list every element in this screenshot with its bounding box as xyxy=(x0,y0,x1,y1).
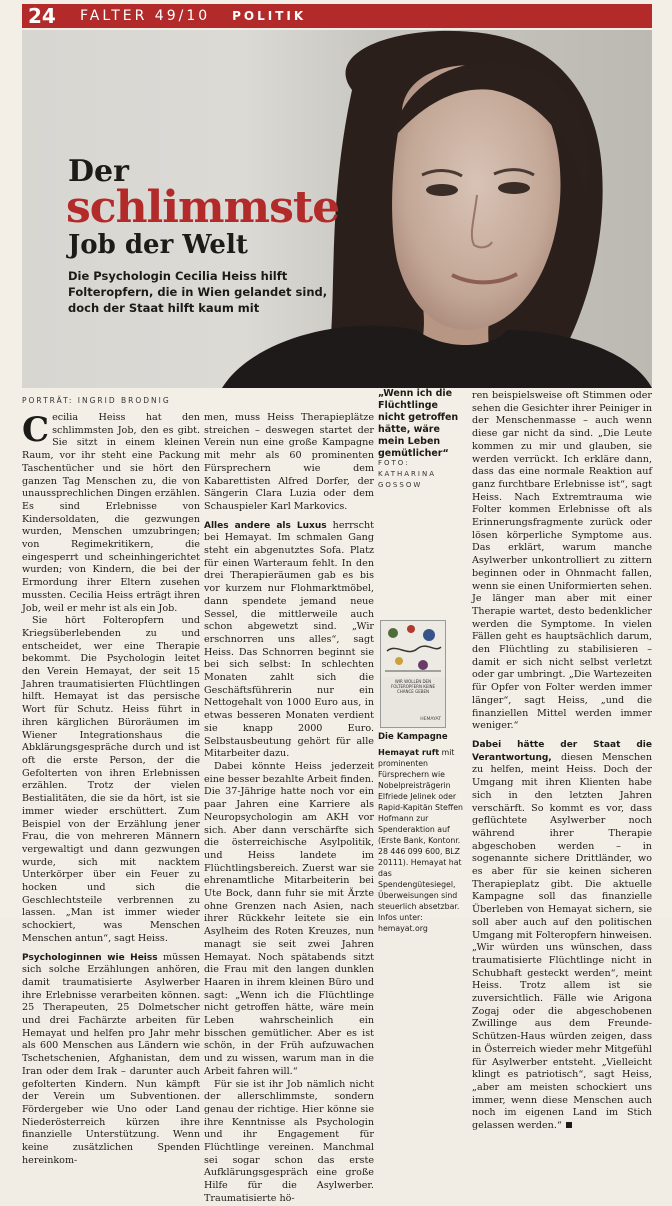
pull-quote: „Wenn ich die Flüchtlinge nicht getroffen hätte, wäre mein Leben gemütlicher“ xyxy=(378,388,459,459)
campaign-lead: Hemayat ruft xyxy=(378,747,440,757)
photo-credit: FOTO: KATHARINA GOSSOW xyxy=(378,459,436,489)
article-paragraph: ren beispielsweise oft Stimmen oder sehen die Gesichter ihrer Peiniger in der Menschenmasse – auch wenn diese gar nicht da sind. „Die Leute kommen zu mir und glauben, sie werden verrückt. Ich erkläre dann, dass das eine normale Reaktion auf ganz furchtbare Erlebnisse ist“, sagt Heiss. Nach Extremtrauma wie Folter kommen Erlebnisse oft als Erinnerungsfragmente zurück oder lösen körperliche Symptome aus. Das erklärt, warum manche Asylwerber unkontrolliert zu zittern beginnen oder in Ohnmacht fallen, wenn sie einen Uniformierten sehen. Je länger man aber mit einer Therapie wartet, desto bedenklicher werden die Symptome. In vielen Fällen geht es hauptsächlich darum, den Flüchtling zu stabilisieren – damit er sich nicht selbst verletzt oder gar umbringt. „Die Wartezeiten für Opfer von Folter werden immer länger“, sagt Heiss, „und die finanziellen Mittel werden immer weniger.“ xyxy=(472,390,652,732)
issue-label: FALTER 49/10 xyxy=(80,8,211,24)
subhead-lead: Psychologinnen wie Heiss xyxy=(22,952,158,963)
campaign-title: Die Kampagne xyxy=(378,732,448,742)
portrait-photo xyxy=(22,30,652,388)
headline-pre: Der xyxy=(68,154,129,189)
article-paragraph: Für sie ist ihr Job nämlich nicht der allerschlimmste, sondern genau der richtige. Hier könne sie ihre Kenntnisse als Psychologin und ihr Engagement für Flüchtlinge vereinen. Manchmal sei sogar schon das erste Aufklärungsgespräch eine große Hilfe für die Asylwerber. Traumatisierte hö- xyxy=(204,1078,374,1204)
page-number: 24 xyxy=(28,4,56,28)
article-paragraph: Sie hört Folteropfern und Kriegsüberlebenden zu und entscheidet, wer eine Therapie bekommt. Die Psychologin leitet den Verein Hemayat, der seit 15 Jahren traumatisierten Flüchtlingen hilft. Hemayat ist das persische Wort für Schutz. Heiss führt in ihren kärglichen Büroräumen im Wiener Integrationshaus die Abklärungsgespräche durch und ist oft die erste Person, der die Gefolterten von ihren Erlebnissen erzählen. Trotz der vielen Bestialitäten, die sie da hört, ist sie immer wieder erschüttert. Zum Beispiel von der Erzählung jener Frau, die von mehreren Männern vergewaltigt und dann gezwungen wurde, sich mit nacktem Unterkörper über ein Feuer zu hocken und sich die Geschlechtsteile verbrennen zu lassen. „Man ist immer wieder schockiert, was Menschen Menschen antun“, sagt Heiss. xyxy=(22,615,200,944)
campaign-box xyxy=(378,732,470,934)
paragraph-text: ecilia Heiss hat den schlimmsten Job, den es gibt. Sie sitzt in einem kleinen Raum, vor ihr steht eine Packung Taschentücher und sie hört den ganzen Tag Menschen zu, die von unaussprechlichen Dingen erzählen. Es sind Erlebnisse von Kindersoldaten, die gezwungen wurden, Menschen umzubringen; von Regimekritikern, die eingesperrt und scheinhingerichtet wurden; von Kindern, die bei der Ermordung ihrer Eltern zusehen mussten. Cecilia Heiss erträgt ihren Job, weil er mehr ist als ein Job. xyxy=(22,412,200,614)
poster-artwork xyxy=(381,621,445,677)
page-header-bar xyxy=(22,4,652,28)
poster-title: WIR WOLLEN DEN FOLTEROPFERN KEINE CHANCE GEBEN xyxy=(390,679,436,694)
article-paragraph xyxy=(204,520,374,761)
drop-cap: C xyxy=(22,410,50,450)
article-paragraph: men, muss Heiss Therapieplätze streichen – deswegen startet der Verein nun eine große Kampagne mit mehr als 60 prominenten Fürsprechern wie dem Kabarettisten Alfred Dorfer, der Sängerin Clara Luzia oder dem Schauspieler Karl Markovics. xyxy=(204,412,374,512)
article-paragraph xyxy=(22,412,200,615)
article-paragraph: Dabei könnte Heiss jederzeit eine besser bezahlte Arbeit finden. Die 37-Jährige hatte noch vor ein paar Jahren eine Karriere als Neuropsychologin am AKH vor sich. Aber dann verschärfte sich die österreichische Asylpolitik, und Heiss landete im Flüchtlingsbereich. Zuerst war sie ehrenamtliche Mitarbeiterin bei Ute Bock, dann fuhr sie mit Ärzte ohne Grenzen nach Asien, nach ihrer Rückkehr leitete sie ein Asylheim des Roten Kreuzes, nun managt sie seit zwei Jahren Hemayat. Noch spätabends sitzt die Frau mit den langen dunklen Haaren in ihrem kleinen Büro und sagt: „Wenn ich die Flüchtlinge nicht getroffen hätte, wäre mein Leben wahrscheinlich ein bisschen gemütlicher. Aber es ist schön, in der Früh aufzuwachen und zu wissen, warum man in die Arbeit fahren will.“ xyxy=(204,760,374,1077)
lead-paragraph: Die Psychologin Cecilia Heiss hilft Folteropfern, die in Wien gelandet sind, doch der Staat hilft kaum mit xyxy=(68,269,328,315)
subhead-lead: Dabei hätte der Staat die Verantwortung, xyxy=(472,739,652,763)
end-mark xyxy=(566,1122,572,1128)
article-paragraph xyxy=(472,739,652,1133)
campaign-poster xyxy=(380,620,446,728)
headline-main: schlimmste xyxy=(66,182,340,233)
article-column-1 xyxy=(22,412,200,1167)
section-label: POLITIK xyxy=(232,9,307,23)
article-paragraph xyxy=(22,952,200,1168)
byline: PORTRÄT: INGRID BRODNIG xyxy=(22,396,171,405)
paragraph-text: müssen sich solche Erzählungen anhören, damit traumatisierte Asylwerber ihre Erlebnisse verarbeiten können. 25 Therapeuten, 25 Dolmetscher und drei Fachärzte arbeiten für Hemayat und helfen pro Jahr mehr als 600 Menschen aus Ländern wie Tschetschenien, Afghanistan, dem Iran oder dem Irak – darunter auch gefolterten Kindern. Nun kämpft der Verein um Subventionen. Fördergeber wie Uno oder Land Niederösterreich kürzen ihre finanzielle Unterstützung. Wenn keine zusätzlichen Spenden hereinkom- xyxy=(22,951,201,1166)
paragraph-text: herrscht bei Hemayat. Im schmalen Gang steht ein abgenutztes Sofa. Platz für einen Warteraum fehlt. In den drei Therapieräumen gab es bis vor kurzem nur Flohmarktmöbel, dann spendete jemand neue Sessel, die mittlerweile auch schon abgewetzt sind. „Wir erschnorren uns alles“, sagt Heiss. Das Schnorren beginnt sie bei sich selbst: In schlechten Monaten zahlt sich die Geschäftsführerin nur ein Nettogehalt von 1000 Euro aus, in etwas besseren Monaten verdient sie knapp 2000 Euro. Selbstausbeutung gehört für alle Mitarbeiter dazu. xyxy=(204,519,374,760)
campaign-text: mit prominenten Fürsprechern wie Nobelpreisträgerin Elfriede Jelinek oder Rapid-Kapitän Steffen Hofmann zur Spenderaktion auf (Erste Bank, Kontonr. 28 446 099 600, BLZ 20111). Hemayat hat das Spendengütesiegel, Überweisungen sind steuerlich absetzbar. Infos unter: hemayat.org xyxy=(378,748,463,933)
headline-post: Job der Welt xyxy=(68,230,248,260)
subhead-lead: Alles andere als Luxus xyxy=(204,520,327,531)
article-column-2 xyxy=(204,412,374,1206)
article-column-4 xyxy=(472,390,652,1133)
poster-logo: HEMAYAT xyxy=(420,717,441,722)
paragraph-text: diesen Menschen zu helfen, meint Heiss. Doch der Umgang mit ihren Klienten habe sich in den letzten Jahren verschärft. So kommt es vor, dass geflüchtete Asylwerber noch während ihrer Therapie abgeschoben werden – in sogenannte sichere Drittländer, wo es aber für sie keinen sicheren Therapieplatz gibt. Die aktuelle Kampagne soll das finanzielle Überleben von Hemayat sichern, sie soll aber auch auf den politischen Umgang mit Folteropfern hinweisen. „Wir würden uns wünschen, dass traumatisierte Flüchtlinge nicht in Schubhaft gesteckt werden“, meint Heiss. Trotz allem ist sie zuversichtlich. Fälle wie Arigona Zogaj oder die abgeschobenen Zwillinge aus dem Freunde-Schützen-Haus würden zeigen, dass in Österreich wieder mehr Mitgefühl für Asylwerber entsteht. „Vielleicht klingt es patriotisch“, sagt Heiss, „aber am meisten schockiert uns immer, wenn diese Menschen auch noch im eigenen Land im Stich gelassen werden.“ xyxy=(472,751,652,1132)
